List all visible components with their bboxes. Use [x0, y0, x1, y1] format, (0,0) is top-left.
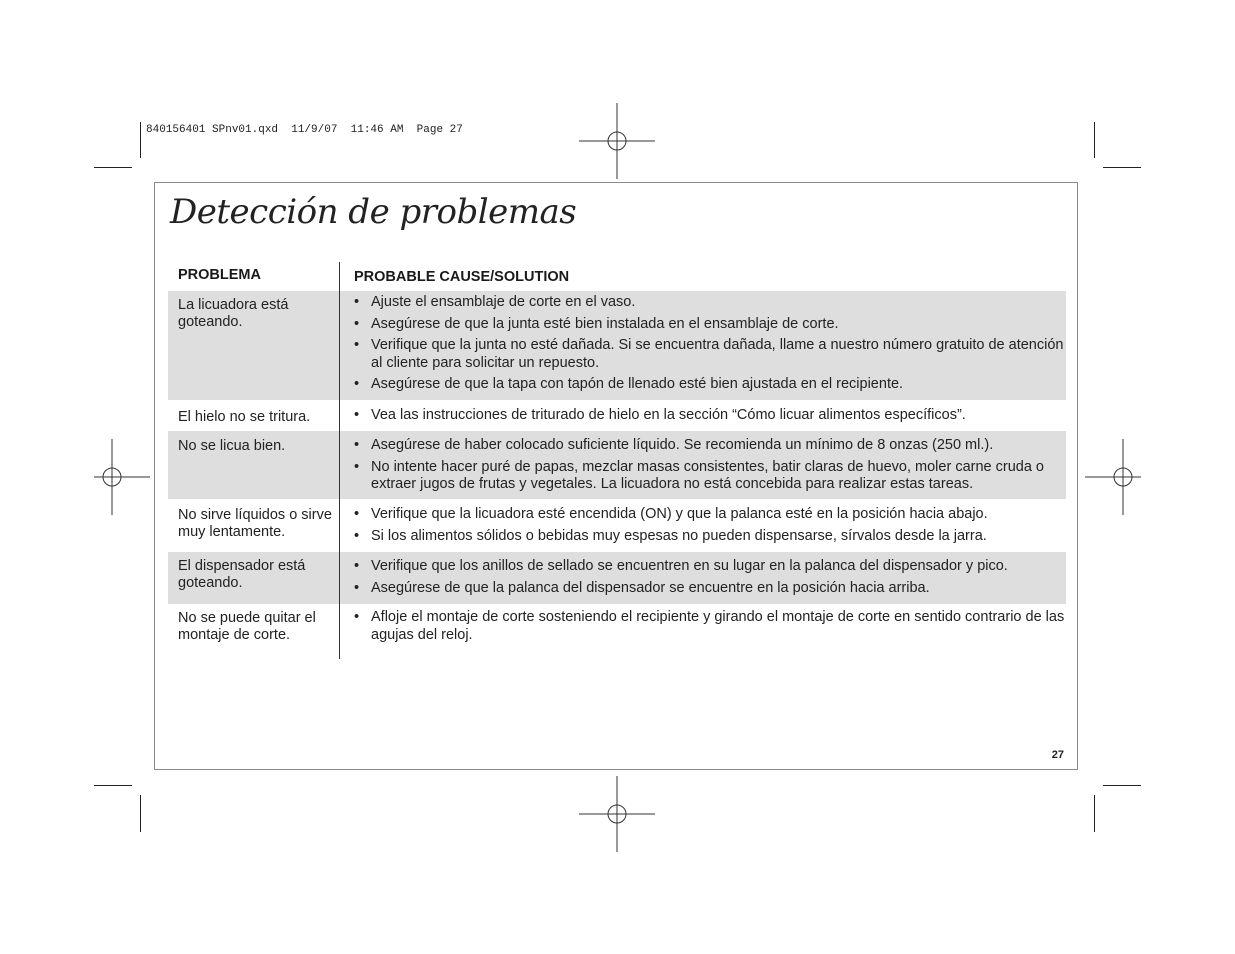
table-row — [168, 291, 1066, 400]
solution-item: • Asegúrese de haber colocado suficiente líquido. Se recomienda un mínimo de 8 onzas (250 ml.). — [354, 437, 1066, 455]
crop-mark-top-right-h — [1103, 167, 1141, 168]
page-title: Detección de problemas — [170, 192, 577, 232]
table-row — [168, 400, 1066, 431]
solution-item: • Si los alimentos sólidos o bebidas muy espesas no pueden dispensarse, sírvalos desde la jarra. — [354, 528, 1066, 546]
column-header-problem: PROBLEMA — [178, 267, 261, 283]
registration-mark-right-icon — [1085, 439, 1161, 515]
solution-item: • No intente hacer puré de papas, mezclar masas consistentes, batir claras de huevo, moler carne cruda o extraer jugos de frutas y vegetales. La licuadora no está concebida para realizar estas tareas. — [354, 459, 1066, 494]
crop-mark-top-left-h — [94, 167, 132, 168]
column-divider — [339, 262, 340, 659]
solution-item: • Vea las instrucciones de triturado de hielo en la sección “Cómo licuar alimentos específicos”. — [354, 407, 1066, 425]
column-header-solution: PROBABLE CAUSE/SOLUTION — [354, 269, 570, 285]
registration-mark-bottom-icon — [579, 776, 655, 852]
solution-item: • Asegúrese de que la junta esté bien instalada en el ensamblaje de corte. — [354, 316, 1066, 334]
solution-list — [354, 437, 1066, 494]
solution-item: • Afloje el montaje de corte sosteniendo el recipiente y girando el montaje de corte en sentido contrario de las agujas del reloj. — [354, 609, 1066, 644]
problem-cell: No se puede quitar el montaje de corte. — [178, 610, 316, 643]
crop-mark-top-left-v — [140, 122, 141, 158]
solution-list — [354, 506, 1066, 545]
solution-item: • Verifique que la licuadora esté encendida (ON) y que la palanca esté en la posición hacia abajo. — [354, 506, 1066, 524]
crop-mark-bottom-right-h — [1103, 785, 1141, 786]
solution-list — [354, 558, 1066, 597]
table-row — [168, 552, 1066, 604]
crop-mark-top-right-v — [1094, 122, 1095, 158]
problem-cell: No sirve líquidos o sirve muy lentamente. — [178, 507, 332, 540]
problem-cell: El dispensador está goteando. — [178, 558, 306, 591]
solution-item: • Verifique que la junta no esté dañada. Si se encuentra dañada, llame a nuestro número gratuito de atención al cliente para solicitar un repuesto. — [354, 337, 1066, 372]
crop-mark-bottom-left-h — [94, 785, 132, 786]
solution-list — [354, 294, 1066, 394]
crop-mark-bottom-left-v — [140, 795, 141, 832]
page-number: 27 — [1051, 749, 1064, 761]
registration-mark-top-icon — [579, 103, 655, 179]
problem-cell: No se licua bien. — [178, 438, 286, 454]
solution-item: • Ajuste el ensamblaje de corte en el vaso. — [354, 294, 1066, 312]
table-row — [168, 499, 1066, 552]
solution-list — [354, 407, 1066, 425]
solution-item: • Asegúrese de que la palanca del dispensador se encuentre en la posición hacia arriba. — [354, 580, 1066, 598]
registration-mark-left-icon — [74, 439, 150, 515]
problem-cell: El hielo no se tritura. — [178, 409, 311, 425]
solution-item: • Verifique que los anillos de sellado se encuentren en su lugar en la palanca del dispensador y pico. — [354, 558, 1066, 576]
crop-mark-bottom-right-v — [1094, 795, 1095, 832]
solution-item: • Asegúrese de que la tapa con tapón de llenado esté bien ajustada en el recipiente. — [354, 376, 1066, 394]
solution-list — [354, 609, 1066, 644]
table-row — [168, 431, 1066, 499]
problem-cell: La licuadora está goteando. — [178, 297, 289, 330]
table-row — [168, 604, 1066, 659]
print-slug: 840156401 SPnv01.qxd 11/9/07 11:46 AM Page 27 — [146, 124, 463, 136]
